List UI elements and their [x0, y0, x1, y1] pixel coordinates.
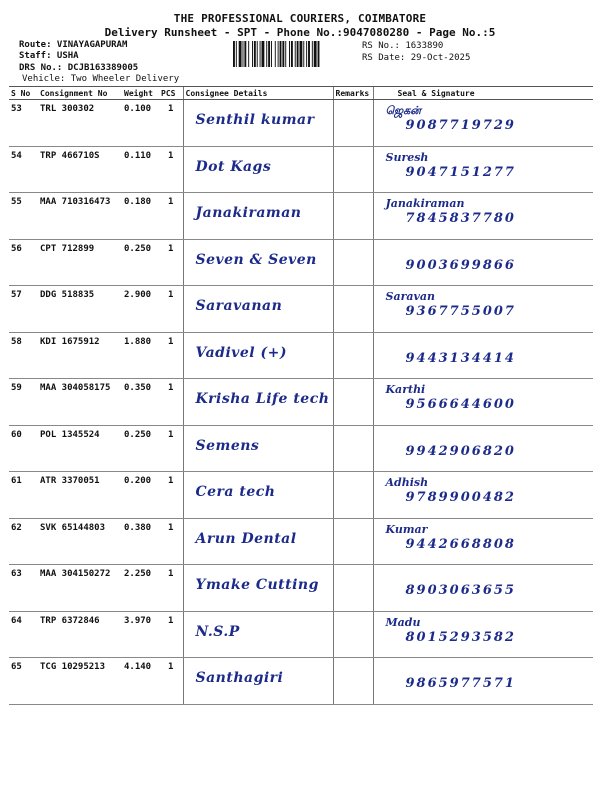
- consignee-handwriting: Dot Kags: [195, 158, 272, 175]
- consignee-handwriting: N.S.P: [195, 623, 240, 640]
- row-weight: 3.970: [122, 611, 159, 658]
- vehicle-label: Vehicle: Two Wheeler Delivery: [22, 74, 180, 84]
- consignee-handwriting: Senthil kumar: [195, 112, 315, 128]
- row-consignment-no: ATR 3370051: [38, 472, 122, 519]
- row-consignment-no: SVK 65144803: [38, 518, 122, 565]
- row-sno: 56: [9, 239, 38, 286]
- table-row: [9, 146, 593, 193]
- row-seal-signature: [373, 146, 593, 193]
- row-pcs: 1: [159, 658, 183, 705]
- rs-number: RS No.: 1633890: [362, 41, 444, 51]
- row-pcs: 1: [159, 286, 183, 333]
- barcode-bar: [260, 41, 261, 67]
- row-sno: 59: [9, 379, 38, 426]
- barcode-bar: [262, 41, 265, 67]
- barcode-bar: [306, 41, 307, 67]
- row-pcs: 1: [159, 472, 183, 519]
- row-consignment-no: MAA 304058175: [38, 379, 122, 426]
- barcode-bar: [268, 41, 270, 67]
- row-seal-signature: [373, 565, 593, 612]
- row-pcs: 1: [159, 425, 183, 472]
- row-pcs: 1: [159, 565, 183, 612]
- barcode: [232, 41, 356, 67]
- row-consignee-details: [183, 193, 333, 240]
- row-sno: 65: [9, 658, 38, 705]
- row-remarks: [333, 146, 373, 193]
- col-sno: S No: [9, 87, 38, 100]
- col-remarks: Remarks: [333, 87, 373, 100]
- signature-name: Suresh: [385, 150, 429, 164]
- signature-name: Kumar: [385, 522, 428, 536]
- consignee-handwriting: Saravanan: [195, 298, 283, 314]
- barcode-bar: [308, 41, 310, 67]
- table-row: [9, 379, 593, 426]
- row-weight: 0.110: [122, 146, 159, 193]
- row-remarks: [333, 611, 373, 658]
- barcode-bar: [239, 41, 242, 67]
- barcode-bar: [300, 41, 303, 67]
- signature-name: Karthi: [385, 383, 426, 396]
- row-weight: 0.250: [122, 239, 159, 286]
- row-consignment-no: TRP 466710S: [38, 146, 122, 193]
- barcode-bar: [289, 41, 290, 67]
- row-consignment-no: TCG 10295213: [38, 658, 122, 705]
- row-weight: 0.200: [122, 472, 159, 519]
- row-seal-signature: [373, 611, 593, 658]
- row-seal-signature: [373, 379, 593, 426]
- row-remarks: [333, 239, 373, 286]
- row-seal-signature: [373, 286, 593, 333]
- route-label: Route: VINAYAGAPURAM: [19, 40, 128, 50]
- signature-phone: 9443134414: [405, 350, 516, 366]
- row-pcs: 1: [159, 379, 183, 426]
- row-weight: 4.140: [122, 658, 159, 705]
- row-seal-signature: [373, 193, 593, 240]
- barcode-bar: [295, 41, 296, 67]
- row-pcs: 1: [159, 239, 183, 286]
- row-consignee-details: [183, 565, 333, 612]
- consignee-handwriting: Ymake Cutting: [195, 577, 319, 593]
- row-consignee-details: [183, 146, 333, 193]
- barcode-bar: [303, 41, 304, 67]
- row-sno: 54: [9, 146, 38, 193]
- row-consignment-no: DDG 518835: [38, 286, 122, 333]
- barcode-bar: [312, 41, 313, 67]
- barcode-bar: [297, 41, 299, 67]
- barcode-bar: [282, 41, 284, 67]
- signature-name: ஜெகன்: [385, 104, 421, 117]
- row-pcs: 1: [159, 611, 183, 658]
- table-row: [9, 472, 593, 519]
- barcode-bar: [285, 41, 286, 67]
- row-sno: 53: [9, 100, 38, 147]
- staff-label: Staff: USHA: [19, 51, 79, 61]
- consignee-handwriting: Seven & Seven: [195, 251, 317, 268]
- row-consignment-no: CPT 712899: [38, 239, 122, 286]
- row-seal-signature: [373, 518, 593, 565]
- row-seal-signature: [373, 425, 593, 472]
- barcode-bar: [280, 41, 282, 67]
- row-remarks: [333, 286, 373, 333]
- table-row: [9, 100, 593, 147]
- signature-phone: 9087719729: [405, 118, 516, 133]
- signature-phone: 9865977571: [405, 676, 516, 691]
- row-seal-signature: [373, 100, 593, 147]
- rs-date: RS Date: 29-Oct-2025: [362, 53, 471, 63]
- table-header-row: [9, 87, 593, 100]
- consignee-handwriting: Janakiraman: [195, 205, 302, 221]
- consignee-handwriting: Arun Dental: [195, 530, 297, 547]
- barcode-bar: [236, 41, 237, 67]
- table-row: [9, 193, 593, 240]
- barcode-bar: [314, 41, 317, 67]
- signature-phone: 9442668808: [405, 536, 516, 552]
- table-row: [9, 658, 593, 705]
- row-weight: 0.380: [122, 518, 159, 565]
- row-remarks: [333, 518, 373, 565]
- row-consignee-details: [183, 239, 333, 286]
- barcode-bar: [243, 41, 244, 67]
- barcode-bar: [278, 41, 279, 67]
- signature-phone: 9566644600: [405, 397, 516, 412]
- signature-phone: 9789900482: [405, 490, 516, 505]
- row-remarks: [333, 193, 373, 240]
- row-consignment-no: POL 1345524: [38, 425, 122, 472]
- row-weight: 0.100: [122, 100, 159, 147]
- row-pcs: 1: [159, 146, 183, 193]
- row-seal-signature: [373, 472, 593, 519]
- table-row: [9, 611, 593, 658]
- row-consignment-no: MAA 304150272: [38, 565, 122, 612]
- signature-name: Adhish: [385, 476, 429, 489]
- row-consignment-no: MAA 710316473: [38, 193, 122, 240]
- runsheet-table: [9, 86, 593, 705]
- signature-phone: 7845837780: [405, 211, 516, 226]
- barcode-bar: [266, 41, 267, 67]
- consignee-handwriting: Krisha Life tech: [195, 391, 330, 407]
- barcode-bar: [318, 41, 320, 67]
- col-consignee: Consignee Details: [183, 87, 333, 100]
- barcode-bar: [233, 41, 235, 67]
- table-row: [9, 332, 593, 379]
- row-seal-signature: [373, 239, 593, 286]
- row-consignee-details: [183, 611, 333, 658]
- consignee-handwriting: Vadivel (+): [195, 344, 287, 361]
- signature-name: Janakiraman: [385, 197, 465, 210]
- row-consignee-details: [183, 379, 333, 426]
- row-sno: 61: [9, 472, 38, 519]
- row-consignee-details: [183, 332, 333, 379]
- row-sno: 57: [9, 286, 38, 333]
- drs-number: DRS No.: DCJB163389005: [19, 63, 139, 73]
- row-consignee-details: [183, 518, 333, 565]
- row-pcs: 1: [159, 193, 183, 240]
- table-row: [9, 239, 593, 286]
- barcode-bar: [254, 41, 256, 67]
- row-sno: 60: [9, 425, 38, 472]
- row-consignment-no: TRL 300302: [38, 100, 122, 147]
- row-pcs: 1: [159, 518, 183, 565]
- row-seal-signature: [373, 332, 593, 379]
- col-consignment: Consignment No: [38, 87, 122, 100]
- row-weight: 2.250: [122, 565, 159, 612]
- row-pcs: 1: [159, 332, 183, 379]
- signature-phone: 9367755007: [405, 304, 516, 319]
- row-remarks: [333, 379, 373, 426]
- barcode-bar: [271, 41, 272, 67]
- row-sno: 63: [9, 565, 38, 612]
- row-weight: 0.250: [122, 425, 159, 472]
- row-weight: 0.350: [122, 379, 159, 426]
- col-weight: Weight: [122, 87, 159, 100]
- barcode-bar: [257, 41, 258, 67]
- row-pcs: 1: [159, 100, 183, 147]
- col-seal-signature: Seal & Signature: [373, 87, 593, 100]
- table-row: [9, 425, 593, 472]
- barcode-bar: [291, 41, 293, 67]
- barcode-bar: [244, 41, 246, 67]
- row-weight: 1.880: [122, 332, 159, 379]
- row-consignee-details: [183, 100, 333, 147]
- row-remarks: [333, 100, 373, 147]
- table-row: [9, 518, 593, 565]
- signature-name: Madu: [385, 615, 421, 629]
- row-consignment-no: TRP 6372846: [38, 611, 122, 658]
- table-row: [9, 286, 593, 333]
- row-remarks: [333, 472, 373, 519]
- row-sno: 55: [9, 193, 38, 240]
- row-consignment-no: KDI 1675912: [38, 332, 122, 379]
- row-sno: 58: [9, 332, 38, 379]
- consignee-handwriting: Cera tech: [195, 484, 276, 500]
- row-remarks: [333, 332, 373, 379]
- consignee-handwriting: Santhagiri: [195, 670, 284, 686]
- row-remarks: [333, 658, 373, 705]
- row-consignee-details: [183, 425, 333, 472]
- company-title: THE PROFESSIONAL COURIERS, COIMBATORE: [173, 12, 427, 25]
- row-consignee-details: [183, 472, 333, 519]
- col-pcs: PCS: [159, 87, 183, 100]
- row-weight: 0.180: [122, 193, 159, 240]
- row-consignee-details: [183, 286, 333, 333]
- signature-phone: 9003699866: [405, 257, 516, 273]
- row-remarks: [333, 425, 373, 472]
- table-row: [9, 565, 593, 612]
- row-seal-signature: [373, 658, 593, 705]
- row-sno: 62: [9, 518, 38, 565]
- barcode-bar: [252, 41, 253, 67]
- signature-name: Saravan: [385, 290, 436, 303]
- row-remarks: [333, 565, 373, 612]
- signature-phone: 9047151277: [405, 164, 516, 180]
- barcode-bar: [248, 41, 249, 67]
- row-consignee-details: [183, 658, 333, 705]
- signature-phone: 8015293582: [405, 629, 516, 645]
- runsheet-subtitle: Delivery Runsheet - SPT - Phone No.:9047080280 - Page No.:5: [104, 26, 496, 39]
- consignee-handwriting: Semens: [195, 437, 260, 454]
- row-sno: 64: [9, 611, 38, 658]
- row-weight: 2.900: [122, 286, 159, 333]
- signature-phone: 9942906820: [405, 443, 516, 459]
- barcode-bar: [275, 41, 276, 67]
- signature-phone: 8903063655: [405, 583, 516, 598]
